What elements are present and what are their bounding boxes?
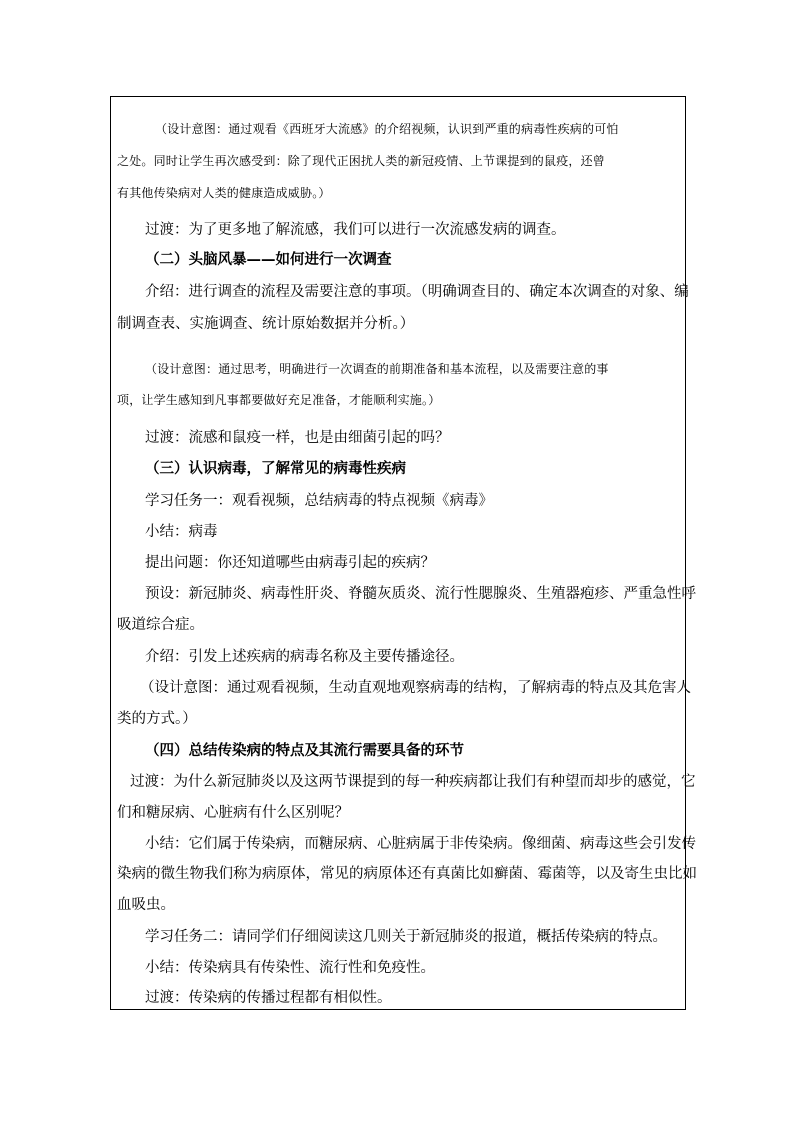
summary-paragraph: 小结：它们属于传染病，而糖尿病、心脏病属于非传染病。像细菌、病毒这些会引发传 bbox=[145, 836, 696, 852]
transition-paragraph: 过渡：为什么新冠肺炎以及这两节课提到的每一种疾病都让我们有种望而却步的感觉，它 bbox=[130, 774, 696, 790]
transition-paragraph: 过渡：为了更多地了解流感，我们可以进行一次流感发病的调查。 bbox=[145, 222, 566, 238]
section-heading-4: （四）总结传染病的特点及其流行需要具备的环节 bbox=[145, 743, 464, 759]
preset-paragraph: 吸道综合症。 bbox=[117, 617, 204, 633]
summary-paragraph: 血吸虫。 bbox=[117, 897, 175, 913]
design-intent-paragraph-1: 有其他传染病对人类的健康造成威胁。） bbox=[117, 186, 331, 200]
learning-task-1: 学习任务一：观看视频，总结病毒的特点视频《病毒》 bbox=[145, 493, 493, 509]
design-intent-paragraph-3: 类的方式。） bbox=[117, 711, 197, 727]
preset-paragraph: 预设：新冠肺炎、病毒性肝炎、脊髓灰质炎、流行性腮腺炎、生殖器疱疹、严重急性呼 bbox=[145, 586, 696, 602]
section-heading-3: （三）认识病毒，了解常见的病毒性疾病 bbox=[145, 461, 406, 477]
intro-paragraph: 制调查表、实施调查、统计原始数据并分析。） bbox=[117, 316, 415, 332]
intro-paragraph: 介绍：引发上述疾病的病毒名称及主要传播途径。 bbox=[145, 649, 464, 665]
design-intent-paragraph-2: 项，让学生感知到凡事都要做好充足准备，才能顺利实施。） bbox=[117, 393, 441, 407]
transition-paragraph: 过渡：流感和鼠疫一样，也是由细菌引起的吗？ bbox=[145, 430, 450, 446]
transition-paragraph: 们和糖尿病、心脏病有什么区别呢？ bbox=[117, 805, 349, 821]
design-intent-paragraph-3: （设计意图：通过观看视频，生动直观地观察病毒的结构，了解病毒的特点及其危害人 bbox=[140, 680, 691, 696]
summary-paragraph: 小结：传染病具有传染性、流行性和免疫性。 bbox=[145, 960, 435, 976]
design-intent-paragraph-1: （设计意图：通过观看《西班牙大流感》的介绍视频，认识到严重的病毒性疾病的可怕 bbox=[155, 122, 619, 136]
design-intent-paragraph-1: 之处。同时让学生再次感受到：除了现代正困扰人类的新冠疫情、上节课提到的鼠疫，还曾 bbox=[117, 154, 606, 168]
summary-paragraph: 小结：病毒 bbox=[145, 524, 218, 540]
intro-paragraph: 介绍：进行调查的流程及需要注意的事项。（明确调查目的、确定本次调查的对象、编 bbox=[145, 284, 689, 300]
question-paragraph: 提出问题：你还知道哪些由病毒引起的疾病？ bbox=[145, 555, 435, 571]
summary-paragraph: 染病的微生物我们称为病原体，常见的病原体还有真菌比如癣菌、霉菌等，以及寄生虫比如 bbox=[117, 866, 697, 882]
learning-task-2: 学习任务二：请同学们仔细阅读这几则关于新冠肺炎的报道，概括传染病的特点。 bbox=[145, 929, 667, 945]
design-intent-paragraph-2: （设计意图：通过思考，明确进行一次调查的前期准备和基本流程，以及需要注意的事 bbox=[145, 362, 609, 376]
transition-paragraph: 过渡：传染病的传播过程都有相似性。 bbox=[145, 990, 392, 1006]
section-heading-2: （二）头脑风暴——如何进行一次调查 bbox=[145, 252, 392, 268]
